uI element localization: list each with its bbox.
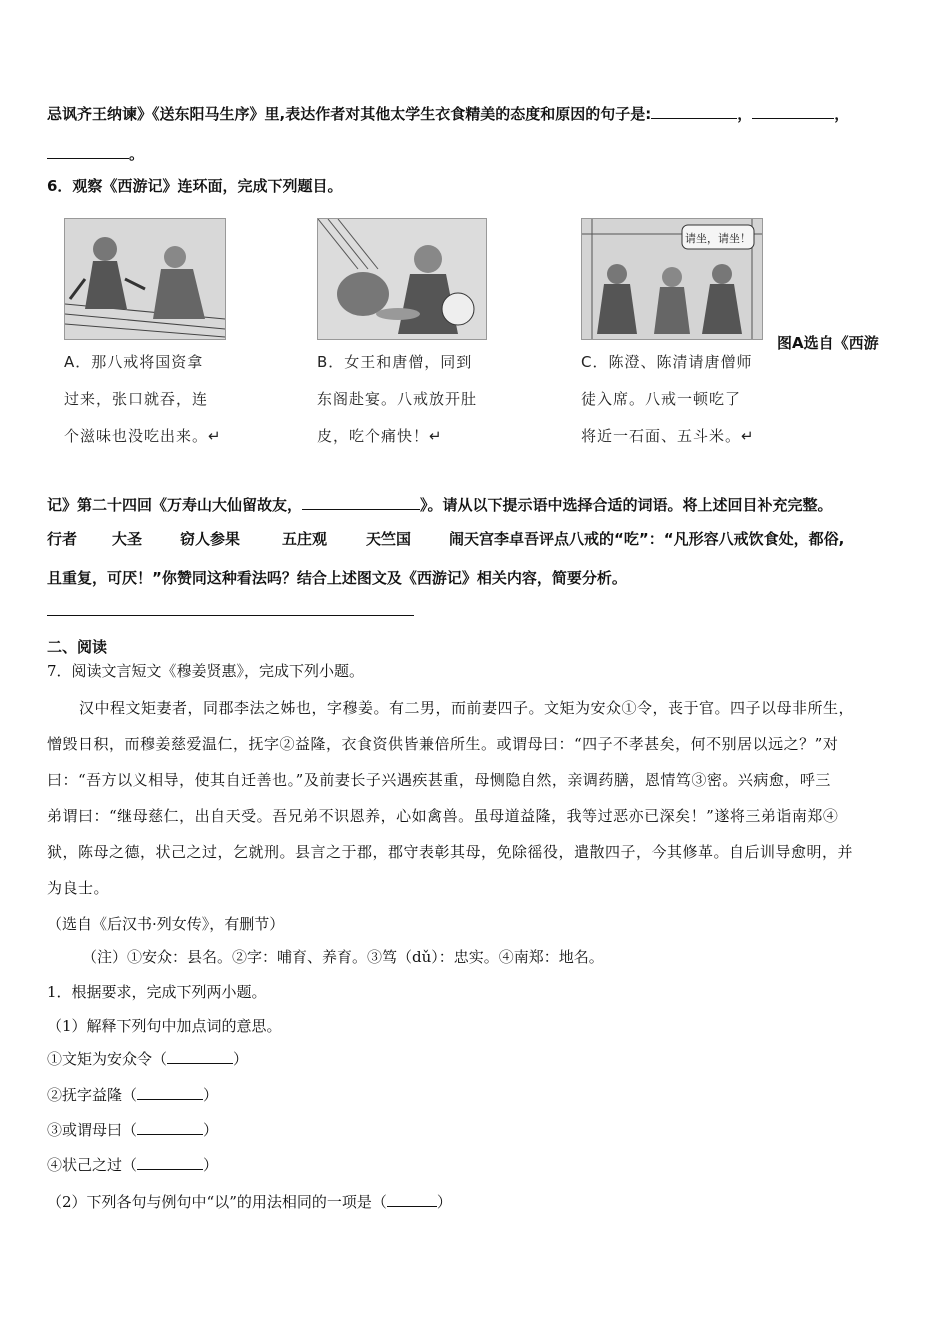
comic-panel-a-image	[64, 218, 226, 340]
item-text: 或谓母曰（	[62, 1121, 138, 1139]
caption-line: 将近一石面、五斗米。↵	[581, 427, 755, 445]
passage-line: 为良士。	[47, 879, 110, 897]
q5-question-line	[47, 103, 849, 124]
item-number: ①	[47, 1050, 63, 1068]
comma: ，	[834, 105, 850, 123]
item-end: ）	[203, 1086, 219, 1104]
chapter-text-end: 》。请从以下提示语中选择合适的词语。将上述回目补充完整。	[420, 496, 833, 514]
caption-a	[64, 344, 222, 455]
caption-line: B．女王和唐僧，同到	[317, 353, 473, 371]
vocab-item-2	[47, 1084, 218, 1105]
item-number: ③	[47, 1121, 63, 1139]
annotation-notes: （注）①安众：县名。②字：哺育、养育。③笃（dǔ）：忠实。④南郑：地名。	[82, 948, 604, 966]
q6-chapter-line	[47, 494, 833, 515]
q5-question-line-2	[47, 143, 144, 164]
caption-line: C．陈澄、陈清请唐僧师	[581, 353, 753, 371]
sub-question-1: 1．根据要求，完成下列两小题。	[47, 983, 267, 1001]
item-end: ）	[233, 1050, 249, 1068]
answer-blank[interactable]	[387, 1192, 437, 1207]
word-choice[interactable]: 天竺国	[366, 530, 412, 548]
item-text: 文矩为安众令（	[62, 1050, 168, 1068]
word-choice[interactable]: 窃人参果	[180, 530, 241, 548]
comma: ，	[737, 105, 753, 123]
answer-line[interactable]	[47, 615, 414, 616]
caption-line: 徒入席。八戒一顿吃了	[581, 390, 742, 408]
speech-bubble: 请坐，请坐！	[685, 232, 751, 245]
vocab-item-3	[47, 1119, 218, 1140]
q5-text: 忌讽齐王纳谏》《送东阳马生序》里,表达作者对其他太学生衣食精美的态度和原因的句子是:	[47, 105, 652, 123]
answer-blank[interactable]	[137, 1155, 203, 1170]
sub-question-1-1: （1）解释下列句中加点词的意思。	[47, 1017, 282, 1035]
prompt-text-a: 闹天宫李卓吾评点八戒的“吃”：“凡形容八戒饮食处，都俗,	[449, 530, 845, 548]
classical-passage	[47, 690, 854, 906]
item-end: ）	[203, 1156, 219, 1174]
item-end: ）	[436, 1193, 452, 1211]
caption-line: 个滋味也没吃出来。↵	[64, 427, 222, 445]
chapter-blank[interactable]	[302, 495, 420, 510]
comic-panel-c-image	[581, 218, 763, 340]
source-note: （选自《后汉书·列女传》，有删节）	[47, 915, 285, 933]
answer-blank-1[interactable]	[651, 104, 737, 119]
passage-line: 狱，陈母之德，状己之过，乞就刑。县言之于郡，郡守表彰其母，免除徭役，遣散四子，今其修革。自后训导愈明，并	[47, 843, 854, 861]
section-heading: 二、阅读	[47, 638, 108, 656]
answer-blank[interactable]	[137, 1085, 203, 1100]
answer-blank[interactable]	[167, 1049, 233, 1064]
period: 。	[129, 145, 145, 163]
q6-heading: 6．观察《西游记》连环面，完成下列题目。	[47, 177, 343, 195]
vocab-item-1	[47, 1048, 248, 1069]
caption-line: 东阁赴宴。八戒放开肚	[317, 390, 478, 408]
passage-line: 憎毁日积，而穆姜慈爱温仁，抚字②益隆，衣食资供皆兼倍所生。或谓母曰：“四子不孝甚矣，何不别居以远之？”对	[47, 735, 839, 753]
answer-blank[interactable]	[137, 1120, 203, 1135]
passage-line: 弟谓曰：“继母慈仁，出自天受。吾兄弟不识恩养，心如禽兽。虽母道益隆，我等过恶亦已深矣！”遂将三弟诣南郑④	[47, 807, 839, 825]
word-choice[interactable]: 行者	[47, 530, 78, 548]
sub-question-1-2	[47, 1191, 452, 1212]
chapter-text: 记》第二十四回《万寿山大仙留故友，	[47, 496, 303, 514]
caption-line: A．那八戒将国资拿	[64, 353, 204, 371]
answer-blank-3[interactable]	[47, 144, 129, 159]
word-choice[interactable]: 大圣	[112, 530, 143, 548]
sub-question-text: （2）下列各句与例句中“以”的用法相同的一项是（	[47, 1193, 387, 1211]
item-text: 状己之过（	[62, 1156, 138, 1174]
caption-c	[581, 344, 755, 455]
passage-line: 汉中程文矩妻者，同郡李法之姊也，字穆姜。有二男，而前妻四子。文矩为安众①令，丧于官。四子以母非所生，	[79, 699, 855, 717]
answer-blank-2[interactable]	[752, 104, 834, 119]
passage-line: 曰：“吾方以义相导，使其自迁善也。”及前妻长子兴遇疾甚重，母恻隐自然，亲调药膳，恩情笃③密。兴病愈，呼三	[47, 771, 831, 789]
word-choice[interactable]: 五庄观	[282, 530, 328, 548]
caption-line: 皮，吃个痛快！↵	[317, 427, 443, 445]
caption-line: 过来，张口就吞，连	[64, 390, 209, 408]
word-choices	[0, 528, 950, 550]
caption-b	[317, 344, 477, 455]
vocab-item-4	[47, 1154, 218, 1175]
side-note: 图A选自《西游	[777, 334, 879, 352]
item-end: ）	[203, 1121, 219, 1139]
prompt-text-b: 且重复，可厌！”你赞同这种看法吗？结合上述图文及《西游记》相关内容，简要分析。	[47, 569, 627, 587]
item-number: ②	[47, 1086, 63, 1104]
q7-heading: 7．阅读文言短文《穆姜贤惠》，完成下列小题。	[47, 662, 365, 680]
item-text: 抚字益隆（	[62, 1086, 138, 1104]
comic-panel-b-image	[317, 218, 487, 340]
item-number: ④	[47, 1156, 63, 1174]
